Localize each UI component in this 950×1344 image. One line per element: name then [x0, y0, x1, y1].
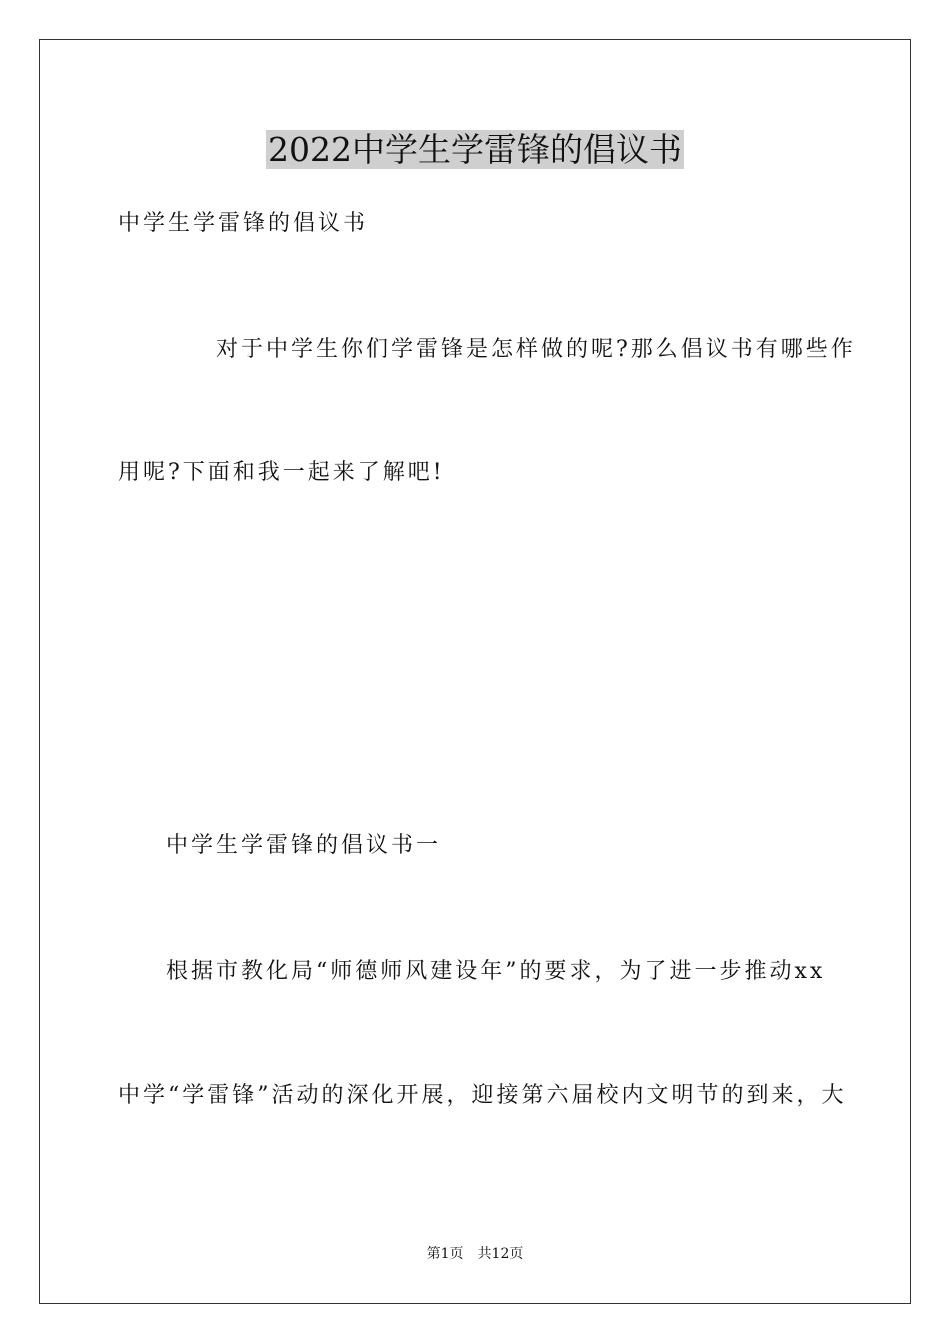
paragraph-1-line-1: 对于中学生你们学雷锋是怎样做的呢?那么倡议书有哪些作	[216, 337, 856, 362]
page-footer: 第1页 共12页	[426, 1246, 524, 1262]
paragraph-2-line-1: 根据市教化局“师德师风建设年”的要求，为了进一步推动xx	[166, 959, 826, 984]
document-subtitle: 中学生学雷锋的倡议书	[118, 211, 369, 236]
paragraph-1-line-2: 用呢?下面和我一起来了解吧!	[118, 460, 445, 485]
paragraph-2-line-2: 中学“学雷锋”活动的深化开展，迎接第六届校内文明节的到来，大	[118, 1083, 847, 1108]
section-heading: 中学生学雷锋的倡议书一	[166, 833, 442, 858]
document-title: 2022中学生学雷锋的倡议书	[268, 130, 682, 169]
document-title-container	[0, 126, 950, 174]
